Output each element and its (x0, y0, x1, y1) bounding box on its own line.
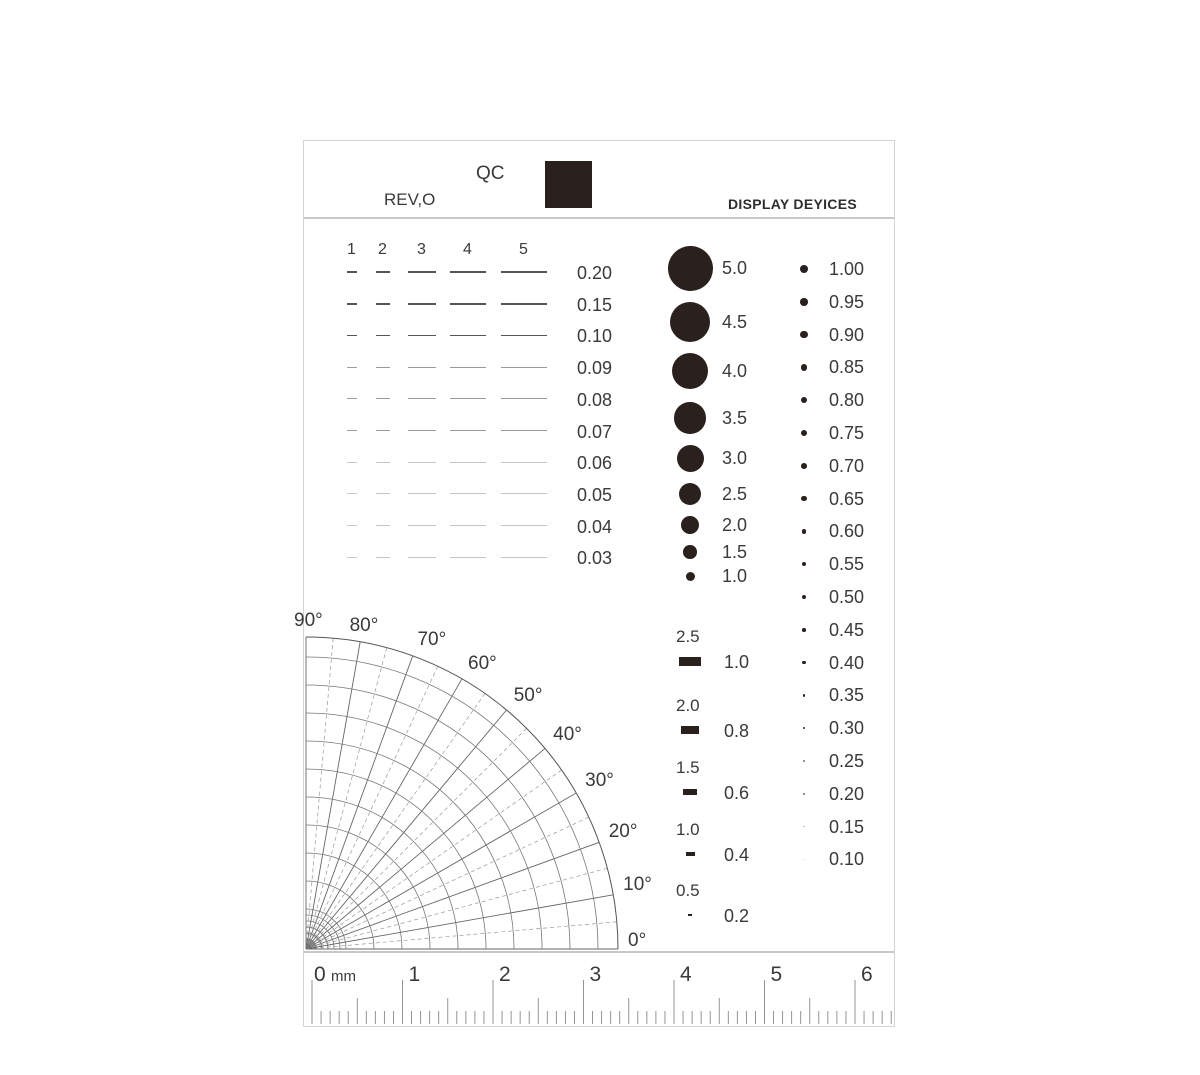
dot-size-label: 4.0 (722, 361, 748, 381)
line-width-label: 0.06 (577, 453, 613, 474)
angle-label: 50° (513, 684, 543, 706)
bar-width-label: 0.4 (724, 845, 750, 865)
bar-width-label: 0.8 (724, 721, 750, 741)
line-width-label: 0.08 (577, 389, 613, 410)
angle-label: 70° (417, 629, 447, 651)
dot-size-label: 4.5 (722, 312, 748, 332)
small-dot-label: 0.10 (829, 849, 865, 870)
line-column-number: 3 (417, 241, 426, 258)
line-width-label: 0.09 (577, 358, 613, 379)
small-dot-label: 0.50 (829, 587, 865, 607)
angle-label: 10° (623, 874, 652, 896)
dot-size-label: 1.0 (722, 566, 748, 586)
small-dot-label: 0.30 (829, 718, 865, 739)
millimeter-ruler (304, 141, 894, 1026)
dot-size-label: 3.5 (722, 408, 748, 428)
dot-size-label: 3.0 (722, 448, 748, 468)
ruler-number: 2 (499, 963, 511, 986)
small-dot-label: 0.90 (829, 324, 865, 345)
ruler-number: 5 (770, 963, 783, 986)
dot-size-label: 5.0 (722, 258, 748, 278)
line-column-number: 5 (519, 241, 528, 258)
small-dot-label: 0.95 (829, 291, 865, 312)
ruler-number: 1 (408, 963, 421, 986)
angle-label: 80° (349, 614, 379, 636)
angle-label: 60° (468, 652, 497, 674)
ruler-unit: mm (331, 968, 356, 985)
small-dot-label: 0.85 (829, 357, 865, 378)
angle-label: 0° (628, 930, 647, 951)
ruler-number: 3 (589, 963, 602, 986)
small-dot-label: 0.20 (829, 783, 865, 804)
bar-width-label: 1.0 (724, 652, 750, 672)
qc-gauge-card (294, 140, 895, 1027)
line-width-label: 0.03 (577, 548, 613, 569)
dot-size-label: 2.5 (722, 484, 748, 504)
display-devices-title: DISPLAY DEYICES (728, 196, 857, 212)
line-width-label: 0.07 (577, 421, 613, 442)
dot-size-label: 2.0 (722, 515, 748, 535)
small-dot-label: 0.60 (829, 521, 865, 542)
ruler-number: 4 (680, 963, 692, 986)
line-width-label: 0.10 (577, 326, 613, 347)
angle-label: 40° (553, 724, 582, 746)
line-column-number: 2 (378, 241, 387, 258)
bar-length-label: 2.0 (676, 696, 700, 715)
bar-length-label: 2.5 (676, 627, 700, 646)
small-dot-label: 0.75 (829, 423, 865, 443)
ruler-number: 6 (861, 963, 873, 986)
line-column-number: 4 (463, 241, 472, 258)
line-width-label: 0.20 (577, 263, 613, 283)
line-width-label: 0.05 (577, 484, 613, 505)
small-dot-label: 0.25 (829, 751, 865, 771)
small-dot-label: 0.65 (829, 488, 865, 509)
bar-width-label: 0.6 (724, 783, 750, 803)
small-dot-label: 0.15 (829, 816, 865, 837)
bar-length-label: 1.0 (676, 820, 700, 839)
bar-width-label: 0.2 (724, 906, 750, 926)
small-dot-label: 0.80 (829, 390, 865, 411)
small-dot-label: 0.40 (829, 652, 865, 673)
ruler-number: 0 (314, 963, 326, 986)
small-dot-label: 1.00 (829, 259, 865, 279)
bar-length-label: 0.5 (676, 881, 700, 900)
small-dot-label: 0.70 (829, 455, 865, 476)
angle-label: 90° (294, 610, 323, 631)
angle-label: 20° (608, 820, 638, 842)
qc-label: QC (476, 163, 505, 184)
angle-label: 30° (585, 770, 614, 791)
bar-length-label: 1.5 (676, 758, 700, 777)
line-width-label: 0.04 (577, 516, 613, 537)
small-dot-label: 0.45 (829, 619, 865, 640)
small-dot-label: 0.35 (829, 685, 865, 706)
small-dot-label: 0.55 (829, 554, 865, 575)
revision-label: REV,O (384, 190, 436, 209)
line-column-number: 1 (347, 241, 356, 258)
line-width-label: 0.15 (577, 294, 613, 315)
dot-size-label: 1.5 (722, 542, 748, 562)
